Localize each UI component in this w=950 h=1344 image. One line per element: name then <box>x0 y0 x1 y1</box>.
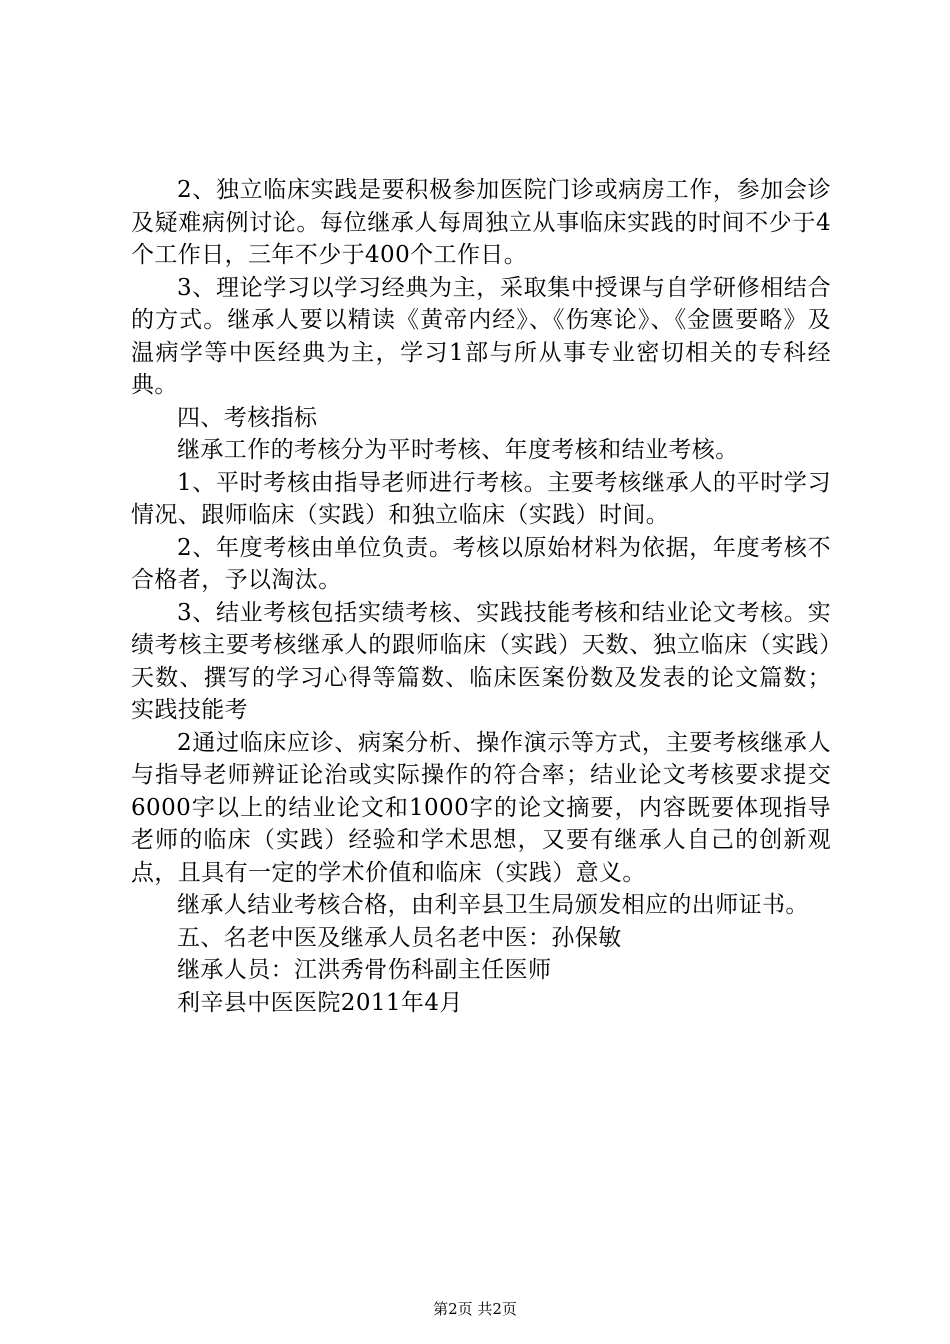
page-footer: 第2页 共2页 <box>433 1300 517 1318</box>
section-heading-assessment: 四、考核指标 <box>177 404 318 431</box>
paragraph-completion-assessment-continued: 2通过临床应诊、病案分析、操作演示等方式，主要考核继承人与指导老师辨证论治或实际操作的符合率；结业论文考核要求提交6000字以上的结业论文和1000字的论文摘要，内容既要体现指导老师的临床（实践）经验和学术思想，又要有继承人自己的创新观点，且具有一定的学术价值和临床（实践）意义。 <box>131 729 831 886</box>
paragraph-clinical-practice: 2、独立临床实践是要积极参加医院门诊或病房工作，参加会诊及疑难病例讨论。每位继承人每周独立从事临床实践的时间不少于4个工作日，三年不少于400个工作日。 <box>131 177 831 268</box>
paragraph-successor: 继承人员：江洪秀骨伤科副主任医师 <box>177 957 552 983</box>
paragraph-regular-assessment: 1、平时考核由指导老师进行考核。主要考核继承人的平时学习情况、跟师临床（实践）和独立临床（实践）时间。 <box>131 469 831 528</box>
paragraph-completion-assessment: 3、结业考核包括实绩考核、实践技能考核和结业论文考核。实绩考核主要考核继承人的跟师临床（实践）天数、独立临床（实践）天数、撰写的学习心得等篇数、临床医案份数及发表的论文篇数；实践技能考 <box>131 599 831 723</box>
paragraph-assessment-overview: 继承工作的考核分为平时考核、年度考核和结业考核。 <box>177 437 739 463</box>
paragraph-annual-assessment: 2、年度考核由单位负责。考核以原始材料为依据，年度考核不合格者，予以淘汰。 <box>131 534 831 593</box>
section-heading-personnel: 五、名老中医及继承人员名老中医：孙保敏 <box>177 924 622 951</box>
paragraph-theory-study: 3、理论学习以学习经典为主，采取集中授课与自学研修相结合的方式。继承人要以精读《黄帝内经》、《伤寒论》、《金匮要略》及温病学等中医经典为主，学习1部与所从事专业密切相关的专科经典。 <box>131 274 831 398</box>
paragraph-signature-date: 利辛县中医医院2011年4月 <box>177 989 463 1016</box>
document-body <box>131 174 831 1019</box>
paragraph-certificate: 继承人结业考核合格，由利辛县卫生局颁发相应的出师证书。 <box>177 892 809 918</box>
